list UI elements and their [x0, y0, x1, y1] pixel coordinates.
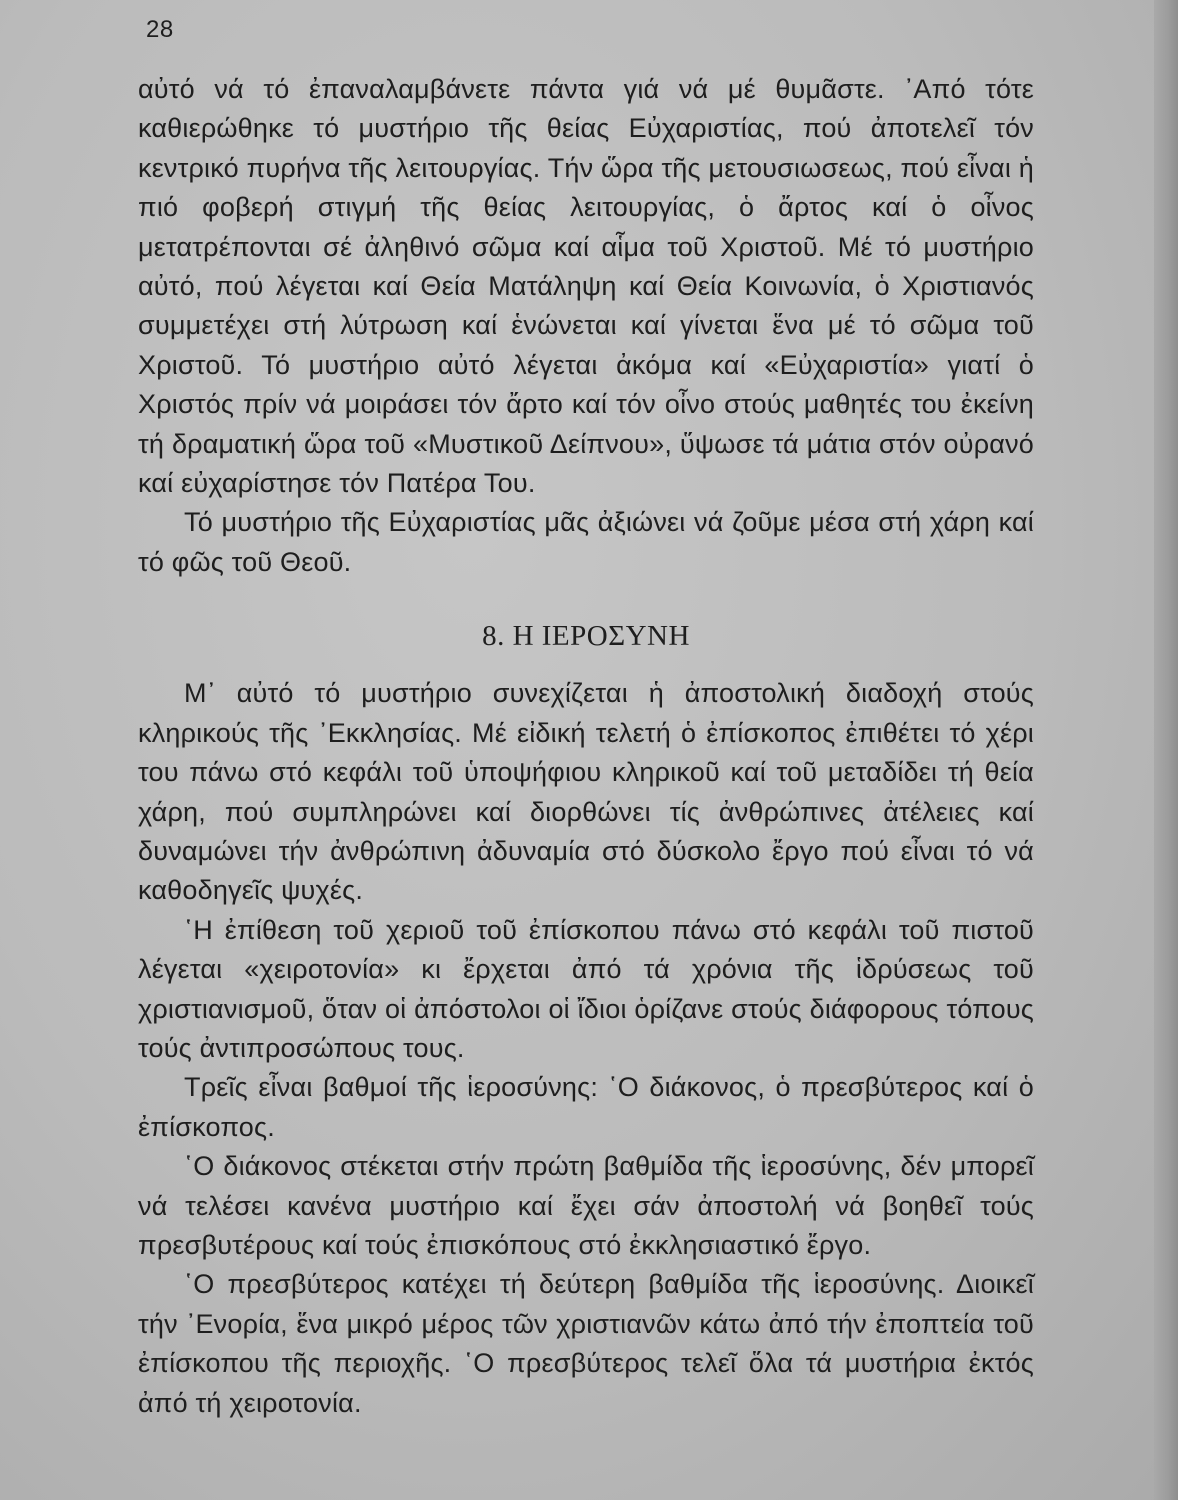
- paragraph-apostolic-succession: Μ᾽ αὐτό τό μυστήριο συνεχίζεται ἡ ἀποστολική διαδοχή στούς κληρικούς τῆς ᾽Εκκλησίας. Μέ εἰδική τελετή ὁ ἐπίσκοπος ἐπιθέτει τό χέρι του πάνω στό κεφάλι τοῦ ὑποψήφιου κληρικοῦ καί τοῦ μεταδίδει τή θεία χάρη, πού συμπληρώνει καί διορθώνει τίς ἀνθρώπινες ἀτέλειες καί δυναμώνει τήν ἀνθρώπινη ἀδυναμία στό δύσκολο ἔργο πού εἶναι τό νά καθοδηγεῖς ψυχές.: [138, 678, 1034, 906]
- paragraph-eucharist-continued: αὐτό νά τό ἐπαναλαμβάνετε πάντα γιά νά μέ θυμᾶστε. ᾽Από τότε καθιερώθηκε τό μυστήριο τῆς θείας Εὐχαριστίας, πού ἀποτελεῖ τόν κεντρικό πυρήνα τῆς λειτουργίας. Τήν ὥρα τῆς μετουσιωσεως, πού εἶναι ἡ πιό φοβερή στιγμή τῆς θείας λειτουργίας, ὁ ἄρτος καί ὁ οἶνος μετατρέπονται σέ ἀληθινό σῶμα καί αἷμα τοῦ Χριστοῦ. Μέ τό μυστήριο αὐτό, πού λέγεται καί Θεία Ματάληψη καί Θεία Κοινωνία, ὁ Χριστιανός συμμετέχει στή λύτρωση καί ἑνώνεται καί γίνεται ἕνα μέ τό σῶμα τοῦ Χριστοῦ. Τό μυστήριο αὐτό λέγεται ἀκόμα καί «Εὐχαριστία» γιατί ὁ Χριστός πρίν νά μοιράσει τόν ἄρτο καί τόν οἶνο στούς μαθητές του ἐκείνη τή δραματική ὥρα τοῦ «Μυστικοῦ Δείπνου», ὕψωσε τά μάτια στόν οὐρανό καί εὐχαρίστησε τόν Πατέρα Του.: [138, 74, 1034, 499]
- paragraph-degrees: Τρεῖς εἶναι βαθμοί τῆς ἱεροσύνης: ῾Ο διάκονος, ὁ πρεσβύτερος καί ὁ ἐπίσκοπος.: [138, 1072, 1034, 1142]
- paragraph-ordination: ῾Η ἐπίθεση τοῦ χεριοῦ τοῦ ἐπίσκοπου πάνω στό κεφάλι τοῦ πιστοῦ λέγεται «χειροτονία» κι ἔρχεται ἀπό τά χρόνια τῆς ἱδρύσεως τοῦ χριστιανισμοῦ, ὅταν οἱ ἀπόστολοι οἱ ἴδιοι ὁρίζανε στούς διάφορους τόπους τούς ἀντιπροσώπους τους.: [138, 914, 1034, 1063]
- page-number: 28: [146, 16, 174, 43]
- page-edge: [1154, 0, 1178, 1500]
- page-body: [138, 70, 1034, 1423]
- section-heading: 8. Η ΙΕΡΟΣΥΝΗ: [482, 620, 690, 653]
- paragraph-eucharist-grace: Τό μυστήριο τῆς Εὐχαριστίας μᾶς ἀξιώνει νά ζοῦμε μέσα στή χάρη καί τό φῶς τοῦ Θεοῦ.: [138, 507, 1034, 577]
- paragraph-deacon: ῾Ο διάκονος στέκεται στήν πρώτη βαθμίδα τῆς ἱεροσύνης, δέν μπορεῖ νά τελέσει κανένα μυστήριο καί ἔχει σάν ἀποστολή νά βοηθεῖ τούς πρεσβυτέρους καί τούς ἐπισκόπους στό ἐκκλησιαστικό ἔργο.: [138, 1151, 1034, 1260]
- paragraph-presbyter: ῾Ο πρεσβύτερος κατέχει τή δεύτερη βαθμίδα τῆς ἱεροσύνης. Διοικεῖ τήν ᾽Ενορία, ἕνα μικρό μέρος τῶν χριστιανῶν κάτω ἀπό τήν ἐποπτεία τοῦ ἐπίσκοπου τῆς περιοχῆς. ῾Ο πρεσβύτερος τελεῖ ὅλα τά μυστήρια ἐκτός ἀπό τή χειροτονία.: [138, 1269, 1034, 1418]
